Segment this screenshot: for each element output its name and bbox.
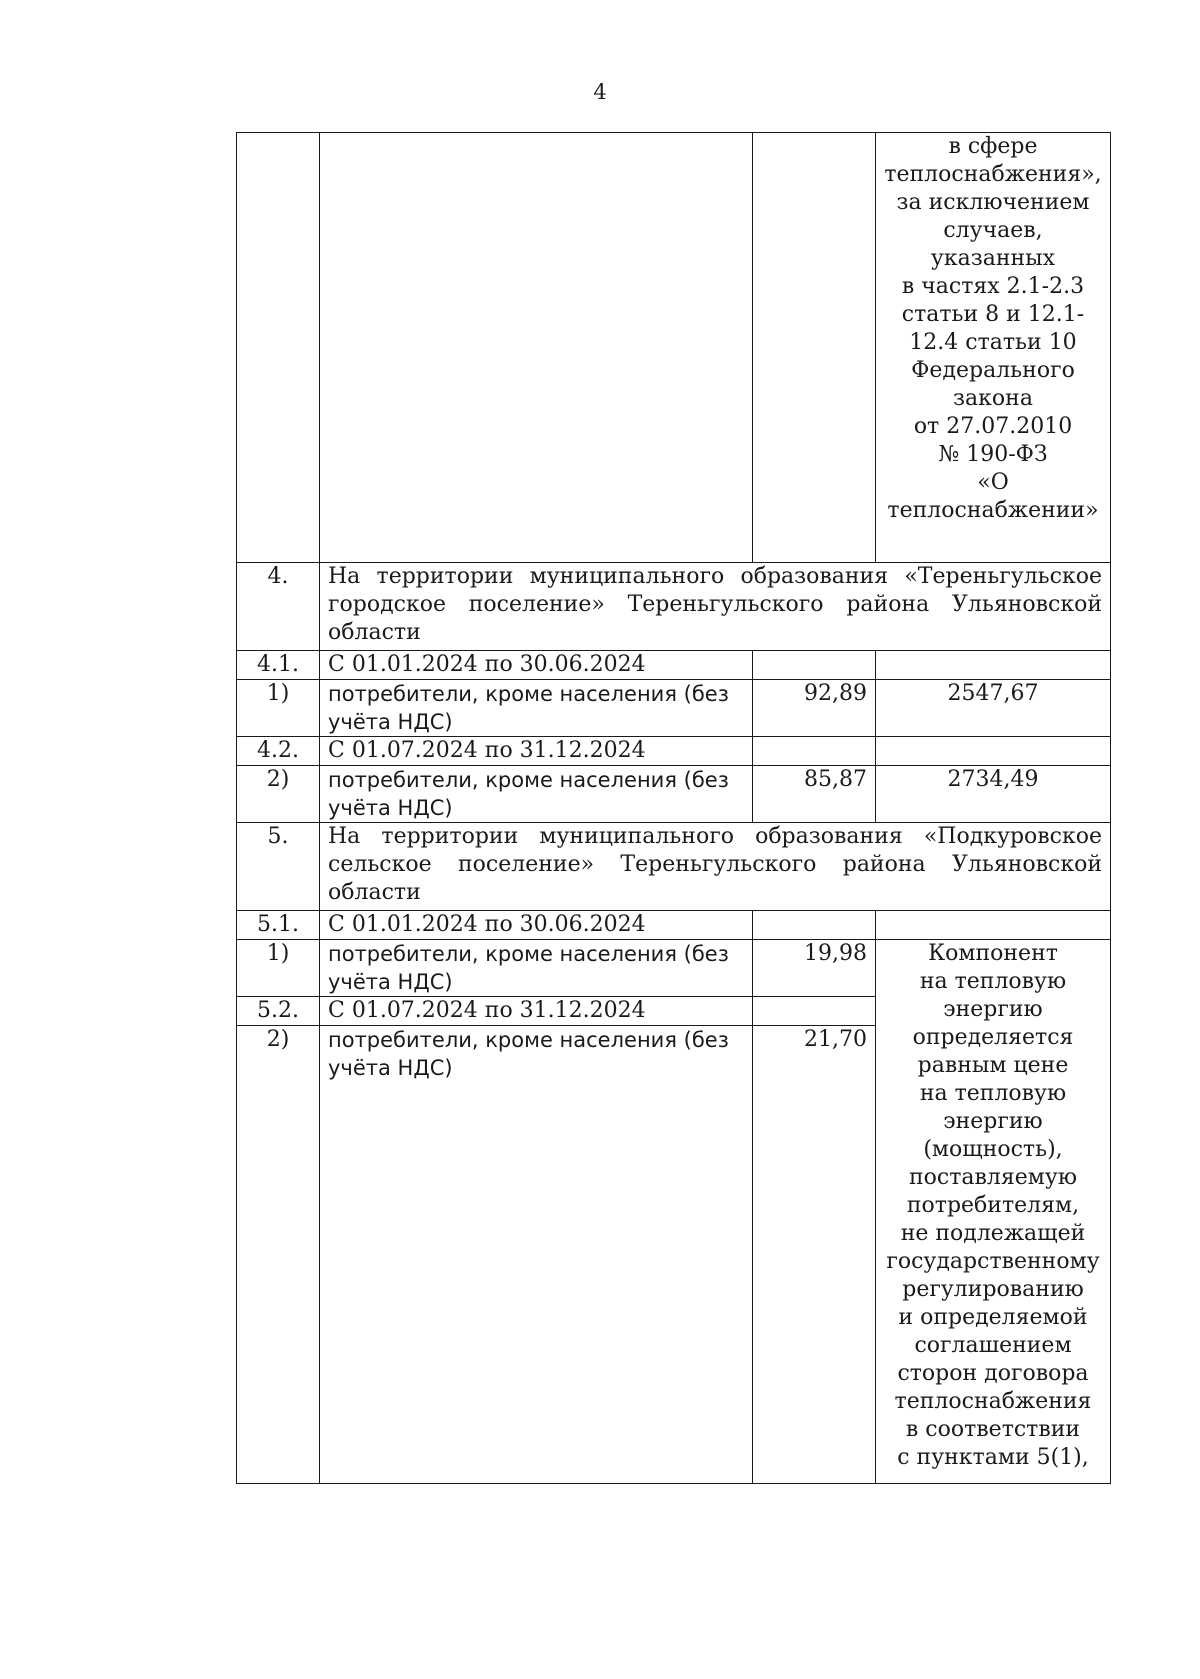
period-number: 5.1.	[237, 911, 320, 940]
empty-cell	[753, 911, 876, 940]
consumer-label: потребители, кроме населения (без учёта НДС)	[320, 1026, 753, 1484]
component-line: энергию	[943, 1109, 1043, 1134]
continuation-line: теплоснабжения»,	[884, 162, 1102, 187]
period-row	[237, 911, 1111, 940]
component-line: Компонент	[928, 941, 1058, 966]
value-cell: 85,87	[753, 766, 876, 823]
tariff-table	[236, 132, 1111, 1484]
consumer-label: потребители, кроме населения (без учёта НДС)	[320, 766, 753, 823]
period-label: С 01.07.2024 по 31.12.2024	[320, 997, 753, 1026]
section-title: На территории муниципального образования «Тереньгульское городское поселение» Тереньгульского района Ульяновской области	[320, 563, 1111, 651]
empty-cell	[753, 133, 876, 563]
empty-cell	[753, 737, 876, 766]
row-number: 1)	[237, 940, 320, 997]
table-row	[237, 940, 1111, 997]
continuation-line: № 190-ФЗ	[938, 442, 1048, 467]
component-line: поставляемую	[909, 1165, 1077, 1190]
section-number: 4.	[237, 563, 320, 651]
continuation-line: 12.4 статьи 10	[909, 330, 1077, 355]
empty-cell	[237, 133, 320, 563]
row-number: 2)	[237, 1026, 320, 1484]
continuation-line: от 27.07.2010	[913, 414, 1073, 439]
section-row	[237, 563, 1111, 651]
period-row	[237, 737, 1111, 766]
section-row	[237, 823, 1111, 911]
component-line: регулированию	[902, 1277, 1084, 1302]
continuation-line: «О	[977, 470, 1009, 495]
continuation-line: Федерального	[911, 358, 1075, 383]
component-line: государственному	[886, 1249, 1100, 1274]
continuation-line: указанных	[930, 246, 1056, 271]
value-cell: 19,98	[753, 940, 876, 997]
page-number: 4	[593, 80, 607, 104]
component-line: соглашением	[914, 1333, 1072, 1358]
component-line: и определяемой	[898, 1305, 1088, 1330]
value-cell: 92,89	[753, 680, 876, 737]
component-line: потребителям,	[906, 1193, 1080, 1218]
period-number: 5.2.	[237, 997, 320, 1026]
empty-cell	[753, 651, 876, 680]
continuation-line: за исключением	[896, 190, 1090, 215]
component-line: не подлежащей	[900, 1221, 1086, 1246]
component-line: на тепловую	[919, 1081, 1067, 1106]
component-cell: 2547,67	[876, 680, 1111, 737]
row-number: 1)	[237, 680, 320, 737]
empty-cell	[876, 651, 1111, 680]
continuation-row	[237, 133, 1111, 563]
row-number: 2)	[237, 766, 320, 823]
component-line: равным цене	[917, 1053, 1069, 1078]
empty-cell	[876, 911, 1111, 940]
table-row	[237, 680, 1111, 737]
period-label: С 01.01.2024 по 30.06.2024	[320, 651, 753, 680]
empty-cell	[876, 737, 1111, 766]
continuation-text	[876, 133, 1111, 563]
empty-cell	[320, 133, 753, 563]
component-line: на тепловую	[919, 969, 1067, 994]
continuation-line: закона	[953, 386, 1033, 411]
component-line: определяется	[912, 1025, 1074, 1050]
period-row	[237, 651, 1111, 680]
continuation-line: теплоснабжении»	[887, 498, 1099, 523]
table-row	[237, 766, 1111, 823]
empty-cell	[753, 997, 876, 1026]
period-label: С 01.01.2024 по 30.06.2024	[320, 911, 753, 940]
continuation-line: статьи 8 и 12.1-	[901, 302, 1085, 327]
component-description	[876, 940, 1111, 1484]
value-cell: 21,70	[753, 1026, 876, 1484]
section-title: На территории муниципального образования «Подкуровское сельское поселение» Тереньгульского района Ульяновской области	[320, 823, 1111, 911]
period-number: 4.1.	[237, 651, 320, 680]
component-line: теплоснабжения	[894, 1389, 1092, 1414]
component-line: с пунктами 5(1),	[897, 1445, 1089, 1470]
component-line: энергию	[943, 997, 1043, 1022]
continuation-line: случаев,	[943, 218, 1043, 243]
component-line: сторон договора	[897, 1361, 1089, 1386]
period-label: С 01.07.2024 по 31.12.2024	[320, 737, 753, 766]
component-cell: 2734,49	[876, 766, 1111, 823]
consumer-label: потребители, кроме населения (без учёта НДС)	[320, 680, 753, 737]
component-line: (мощность),	[923, 1137, 1063, 1162]
period-number: 4.2.	[237, 737, 320, 766]
component-line: в соответствии	[905, 1417, 1081, 1442]
consumer-label: потребители, кроме населения (без учёта НДС)	[320, 940, 753, 997]
section-number: 5.	[237, 823, 320, 911]
continuation-line: в частях 2.1-2.3	[901, 274, 1085, 299]
continuation-line: в сфере	[948, 134, 1038, 159]
